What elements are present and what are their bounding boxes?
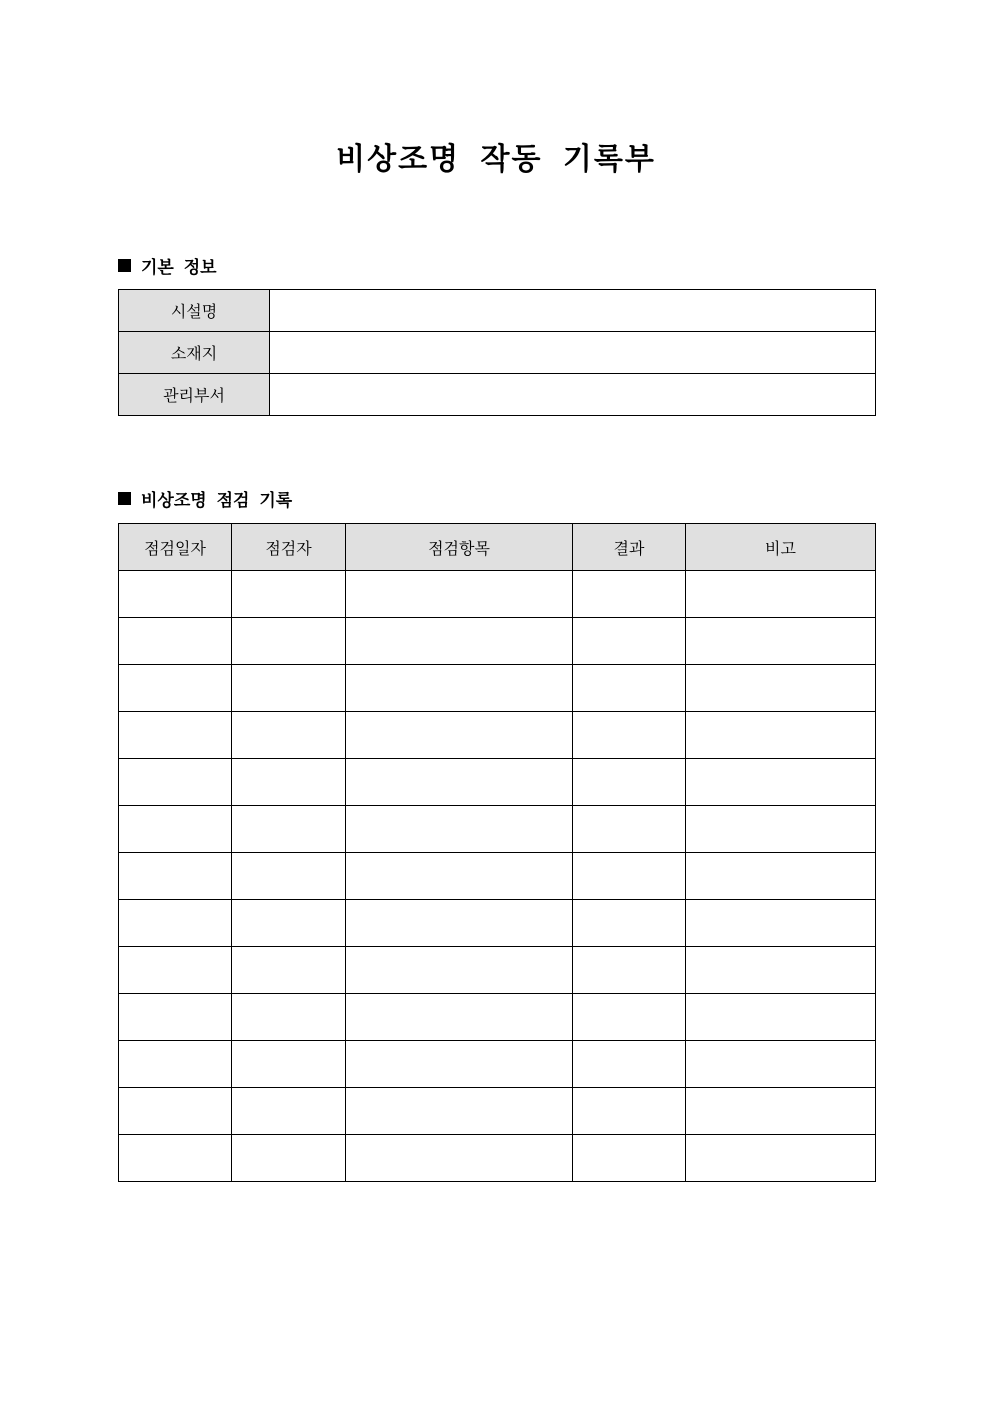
item-cell[interactable] <box>346 1041 573 1088</box>
table-row <box>119 712 876 759</box>
record-table-body <box>119 571 876 1182</box>
inspector-cell[interactable] <box>232 571 346 618</box>
department-field[interactable] <box>270 374 876 416</box>
date-cell[interactable] <box>119 571 232 618</box>
remarks-cell[interactable] <box>686 853 876 900</box>
remarks-cell[interactable] <box>686 1088 876 1135</box>
section-heading-inspection <box>118 486 292 511</box>
date-cell[interactable] <box>119 947 232 994</box>
section-heading-label: 비상조명 점검 기록 <box>141 491 293 511</box>
result-cell[interactable] <box>573 712 686 759</box>
inspector-cell[interactable] <box>232 665 346 712</box>
column-header: 점검일자 <box>119 524 232 571</box>
info-row-location <box>119 332 876 374</box>
result-cell[interactable] <box>573 900 686 947</box>
section-heading-label: 기본 정보 <box>141 258 217 278</box>
inspector-cell[interactable] <box>232 1088 346 1135</box>
info-label: 관리부서 <box>119 374 270 416</box>
table-row <box>119 1135 876 1182</box>
remarks-cell[interactable] <box>686 759 876 806</box>
section-heading-basic-info <box>118 253 217 278</box>
result-cell[interactable] <box>573 1041 686 1088</box>
item-cell[interactable] <box>346 618 573 665</box>
remarks-cell[interactable] <box>686 994 876 1041</box>
facility-name-field[interactable] <box>270 290 876 332</box>
date-cell[interactable] <box>119 618 232 665</box>
item-cell[interactable] <box>346 806 573 853</box>
result-cell[interactable] <box>573 947 686 994</box>
remarks-cell[interactable] <box>686 1041 876 1088</box>
result-cell[interactable] <box>573 571 686 618</box>
table-header-row <box>119 524 876 571</box>
inspector-cell[interactable] <box>232 759 346 806</box>
remarks-cell[interactable] <box>686 665 876 712</box>
table-row <box>119 994 876 1041</box>
info-row-department <box>119 374 876 416</box>
inspector-cell[interactable] <box>232 1041 346 1088</box>
date-cell[interactable] <box>119 1135 232 1182</box>
item-cell[interactable] <box>346 665 573 712</box>
date-cell[interactable] <box>119 712 232 759</box>
inspector-cell[interactable] <box>232 618 346 665</box>
date-cell[interactable] <box>119 853 232 900</box>
table-row <box>119 900 876 947</box>
item-cell[interactable] <box>346 1088 573 1135</box>
remarks-cell[interactable] <box>686 712 876 759</box>
remarks-cell[interactable] <box>686 947 876 994</box>
page-title: 비상조명 작동 기록부 <box>336 142 656 177</box>
inspector-cell[interactable] <box>232 947 346 994</box>
square-bullet-icon <box>118 259 131 272</box>
result-cell[interactable] <box>573 665 686 712</box>
remarks-cell[interactable] <box>686 618 876 665</box>
result-cell[interactable] <box>573 994 686 1041</box>
inspector-cell[interactable] <box>232 712 346 759</box>
column-header: 점검항목 <box>346 524 573 571</box>
basic-info-table <box>118 289 876 416</box>
inspection-record-table <box>118 523 876 1182</box>
table-row <box>119 853 876 900</box>
column-header: 점검자 <box>232 524 346 571</box>
remarks-cell[interactable] <box>686 900 876 947</box>
item-cell[interactable] <box>346 759 573 806</box>
table-row <box>119 618 876 665</box>
info-label: 소재지 <box>119 332 270 374</box>
date-cell[interactable] <box>119 994 232 1041</box>
inspector-cell[interactable] <box>232 853 346 900</box>
result-cell[interactable] <box>573 618 686 665</box>
column-header: 결과 <box>573 524 686 571</box>
info-label: 시설명 <box>119 290 270 332</box>
item-cell[interactable] <box>346 900 573 947</box>
column-header: 비고 <box>686 524 876 571</box>
result-cell[interactable] <box>573 1088 686 1135</box>
item-cell[interactable] <box>346 853 573 900</box>
remarks-cell[interactable] <box>686 806 876 853</box>
remarks-cell[interactable] <box>686 571 876 618</box>
item-cell[interactable] <box>346 571 573 618</box>
inspector-cell[interactable] <box>232 994 346 1041</box>
item-cell[interactable] <box>346 1135 573 1182</box>
table-row <box>119 571 876 618</box>
table-row <box>119 1088 876 1135</box>
location-field[interactable] <box>270 332 876 374</box>
date-cell[interactable] <box>119 759 232 806</box>
item-cell[interactable] <box>346 712 573 759</box>
table-row <box>119 806 876 853</box>
inspector-cell[interactable] <box>232 900 346 947</box>
date-cell[interactable] <box>119 806 232 853</box>
square-bullet-icon <box>118 492 131 505</box>
result-cell[interactable] <box>573 759 686 806</box>
date-cell[interactable] <box>119 1088 232 1135</box>
item-cell[interactable] <box>346 994 573 1041</box>
result-cell[interactable] <box>573 806 686 853</box>
table-row <box>119 759 876 806</box>
inspector-cell[interactable] <box>232 806 346 853</box>
table-row <box>119 665 876 712</box>
result-cell[interactable] <box>573 853 686 900</box>
table-row <box>119 947 876 994</box>
item-cell[interactable] <box>346 947 573 994</box>
info-row-facility <box>119 290 876 332</box>
inspector-cell[interactable] <box>232 1135 346 1182</box>
date-cell[interactable] <box>119 665 232 712</box>
remarks-cell[interactable] <box>686 1135 876 1182</box>
date-cell[interactable] <box>119 1041 232 1088</box>
table-row <box>119 1041 876 1088</box>
result-cell[interactable] <box>573 1135 686 1182</box>
date-cell[interactable] <box>119 900 232 947</box>
